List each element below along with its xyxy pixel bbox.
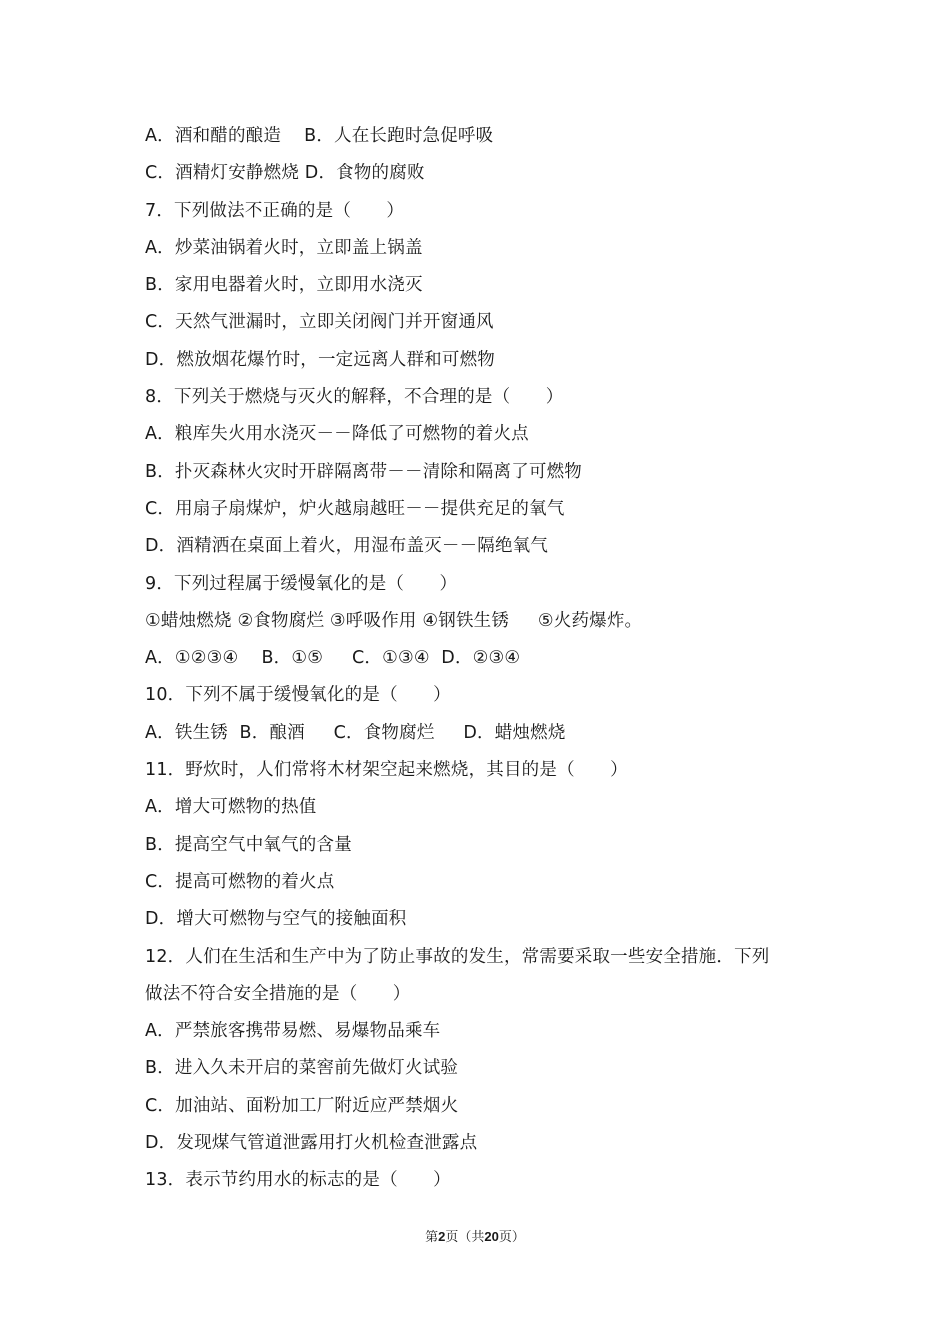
text-line: 做法不符合安全措施的是（ ）: [145, 983, 411, 1004]
option-line: A．严禁旅客携带易燃、易爆物品乘车: [145, 1021, 441, 1042]
text-line: ①蜡烛燃烧 ②食物腐烂 ③呼吸作用 ④钢铁生锈 ⑤火药爆炸。: [145, 610, 643, 631]
option-line: A．炒菜油锅着火时，立即盖上锅盖: [145, 237, 423, 258]
option-line: D．酒精洒在桌面上着火，用湿布盖灭－－隔绝氧气: [145, 536, 549, 557]
question-7: 7．下列做法不正确的是（ ）: [145, 200, 405, 221]
option-line: D．发现煤气管道泄露用打火机检查泄露点: [145, 1133, 478, 1154]
option-line: C．加油站、面粉加工厂附近应严禁烟火: [145, 1095, 459, 1116]
option-line: C．天然气泄漏时，立即关闭阀门并开窗通风: [145, 312, 494, 333]
question-13: 13．表示节约用水的标志的是（ ）: [145, 1170, 451, 1191]
option-line: D．增大可燃物与空气的接触面积: [145, 909, 407, 930]
option-line: D．燃放烟花爆竹时，一定远离人群和可燃物: [145, 349, 495, 370]
footer-mid: 页（共: [445, 1230, 485, 1245]
text-line: C．酒精灯安静燃烧 D．食物的腐败: [145, 163, 425, 184]
page-footer: [0, 1226, 950, 1245]
page-total: 20: [484, 1229, 499, 1244]
question-10: 10．下列不属于缓慢氧化的是（ ）: [145, 685, 451, 706]
question-11: 11．野炊时，人们常将木材架空起来燃烧，其目的是（ ）: [145, 760, 628, 781]
question-8: 8．下列关于燃烧与灭火的解释，不合理的是（ ）: [145, 387, 564, 408]
option-line: A．粮库失火用水浇灭－－降低了可燃物的着火点: [145, 424, 529, 445]
option-line: B．提高空气中氧气的含量: [145, 834, 352, 855]
option-line: A．增大可燃物的热值: [145, 797, 317, 818]
option-line: C．提高可燃物的着火点: [145, 871, 335, 892]
footer-suffix: 页）: [498, 1230, 525, 1245]
page-number: 2: [438, 1229, 446, 1244]
footer-prefix: 第: [425, 1230, 439, 1245]
question-12: 12．人们在生活和生产中为了防止事故的发生，常需要采取一些安全措施．下列: [145, 946, 770, 967]
question-9: 9．下列过程属于缓慢氧化的是（ ）: [145, 573, 458, 594]
option-line: B．扑灭森林火灾时开辟隔离带－－清除和隔离了可燃物: [145, 461, 583, 482]
option-line: A．铁生锈 B．酿酒 C．食物腐烂 D．蜡烛燃烧: [145, 722, 566, 743]
option-line: B．家用电器着火时，立即用水浇灭: [145, 275, 423, 296]
option-line: C．用扇子扇煤炉，炉火越扇越旺－－提供充足的氧气: [145, 498, 565, 519]
option-line: B．进入久未开启的菜窖前先做灯火试验: [145, 1058, 459, 1079]
option-line: A．①②③④ B．①⑤ C．①③④ D．②③④: [145, 648, 521, 669]
text-line: A．酒和醋的酿造 B．人在长跑时急促呼吸: [145, 126, 494, 146]
question-content: [145, 118, 825, 1200]
